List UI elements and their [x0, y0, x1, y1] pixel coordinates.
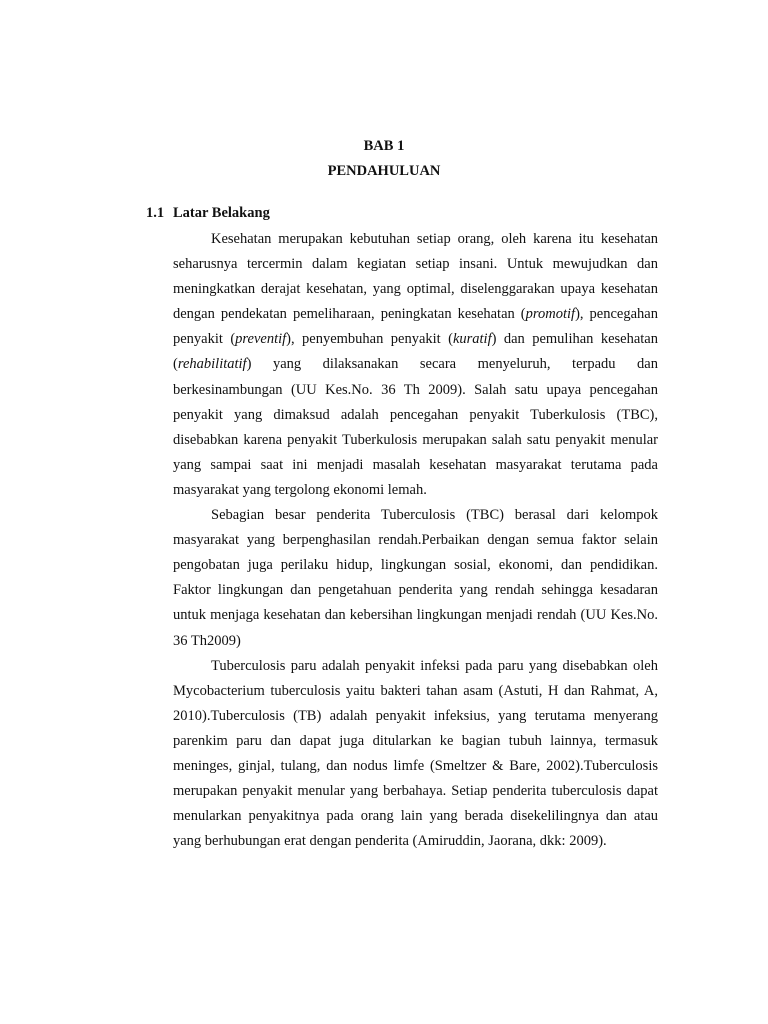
paragraph-2: Sebagian besar penderita Tuberculosis (TBC) berasal dari kelompok masyarakat yang berpenghasilan rendah.Perbaikan dengan semua faktor selain pengobatan juga perilaku hidup, lingkungan sosial, ekonomi, dan pendidikan. Faktor lingkungan dan pengetahuan penderita yang rendah sehingga kesadaran untuk menjaga kesehatan dan kebersihan lingkungan menjadi rendah (UU Kes.No. 36 Th2009) — [173, 507, 658, 649]
paragraph-3: Tuberculosis paru adalah penyakit infeksi pada paru yang disebabkan oleh Mycobacterium tuberculosis yaitu bakteri tahan asam (Astuti, H dan Rahmat, A, 2010).Tuberculosis (TB) adalah penyakit infeksius, yang terutama menyerang parenkim paru dan dapat juga ditularkan ke bagian tubuh lainnya, termasuk meninges, ginjal, tulang, dan nodus limfe (Smeltzer & Bare, 2002).Tuberculosis merupakan penyakit menular yang berbahaya. Setiap penderita tuberculosis dapat menularkan penyakitnya pada orang lain yang berada disekelilingnya dan atau yang berhubungan erat dengan penderita (Amiruddin, Jaorana, dkk: 2009). — [173, 657, 658, 850]
term-preventif: preventif — [235, 331, 287, 348]
paragraph-1-text-d: ) dan pemulihan kesehatan ( — [173, 331, 658, 373]
paragraph-1-text-e: ) yang dilaksanakan secara menyeluruh, terpadu dan berkesinambungan (UU Kes.No. 36 Th 2009). Salah satu upaya pencegahan penyakit yang dimaksud adalah pencegahan penyakit Tuberkulosis (TBC), disebabkan karena penyakit Tuberkulosis merupakan salah satu penyakit menular yang sampai saat ini menjadi masalah kesehatan masyarakat terutama pada masyarakat yang tergolong ekonomi lemah. — [173, 356, 658, 498]
term-kuratif: kuratif — [452, 331, 492, 348]
paragraph-1-text-a: Kesehatan merupakan kebutuhan setiap orang, oleh karena itu kesehatan seharusnya tercermin dalam kegiatan setiap insani. Untuk mewujudkan dan meningkatkan derajat kesehatan, yang optimal, diselenggarakan upaya kesehatan dengan pendekatan pemeliharaan, peningkatan kesehatan ( — [173, 231, 658, 323]
paragraph-1-text-c: ), penyembuhan penyakit ( — [286, 331, 453, 348]
chapter-number: BAB 1 — [363, 138, 405, 154]
paragraph-1 — [173, 227, 658, 503]
section-title: Latar Belakang — [173, 205, 270, 221]
term-promotif: promotif — [525, 306, 576, 323]
term-rehabilitatif: rehabilitatif — [177, 356, 247, 373]
section-heading — [146, 203, 270, 223]
body-text — [173, 227, 658, 854]
paragraph-1-text-b: ), pencegahan penyakit ( — [173, 306, 658, 348]
chapter-title: PENDAHULUAN — [327, 163, 441, 179]
section-number: 1.1 — [146, 205, 165, 221]
